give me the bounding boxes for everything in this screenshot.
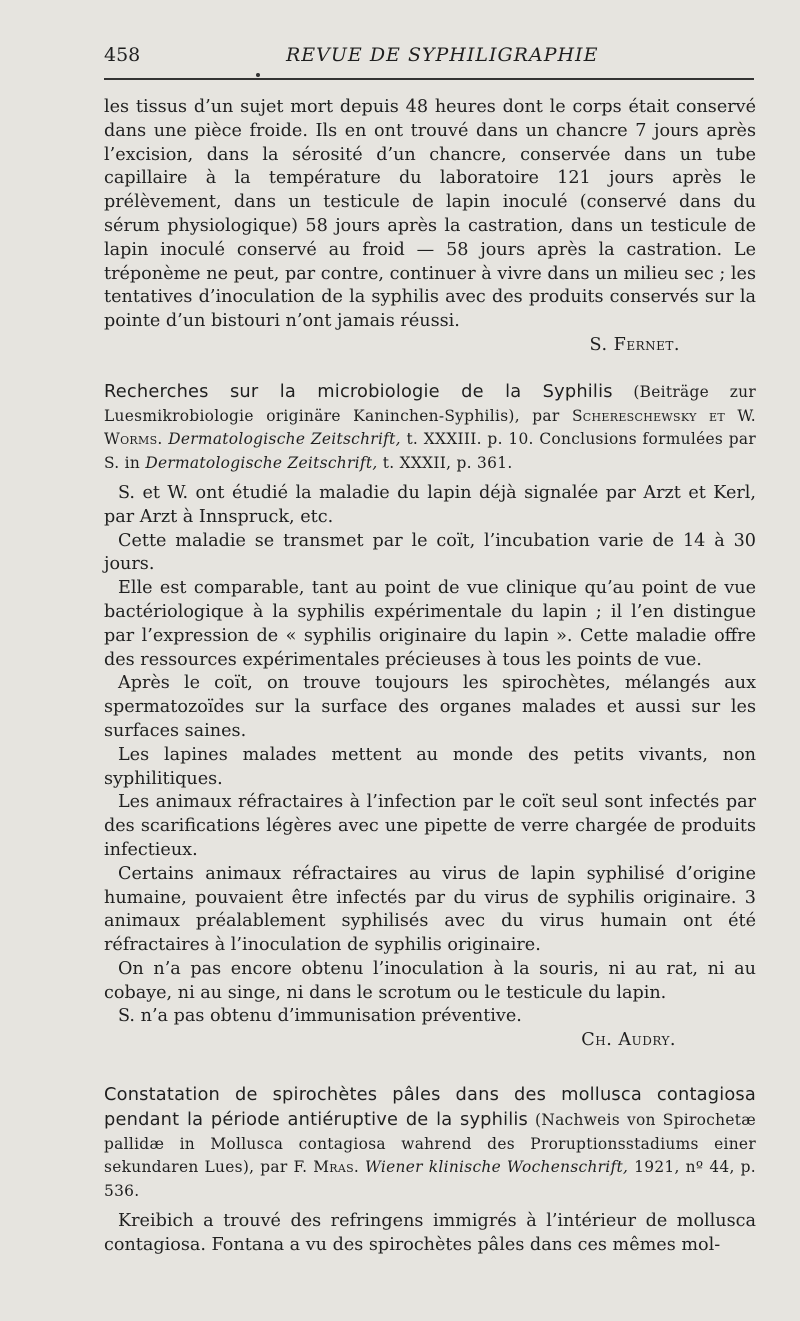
review-2-heading [104, 1083, 756, 1204]
page-body [104, 96, 756, 1258]
review-2-ref-journal: Wiener klinische Wochenschrift, [359, 1158, 629, 1177]
review-1-paragraph: Après le coït, on trouve toujours les spirochètes, mélangés aux spermatozoïdes sur la surface des organes malades et aussi sur les surfaces saines. [104, 673, 756, 741]
review-2 [104, 1083, 756, 1258]
review-1-paragraph: Certains animaux réfractaires au virus de lapin syphilisé d’origine humaine, pouvaient être infectés par du virus de syphilis originaire. 3 animaux préalablement syphilisés avec du virus humain ont été réfractaires à l’inoculation de syphilis originaire. [104, 863, 756, 956]
review-1-heading [104, 380, 756, 476]
intro-paragraph: les tissus d’un sujet mort depuis 48 heures dont le corps était conservé dans une pièce froide. Ils en ont trouvé dans un chancre 7 jours après l’excision, dans la sérosité d’un chancre, conservée dans un tube capillaire à la température du laboratoire 121 jours après le prélèvement, dans un testicule de lapin inoculé (conservé dans du sérum physiologique) 58 jours après la castration, dans un testicule de lapin inoculé conservé au froid — 58 jours après la castration. Le tréponème ne peut, par contre, continuer à vivre dans un milieu sec ; les tentatives d’inoculation de la syphilis avec des produits conservés sur la pointe d’un bistouri n’ont jamais réussi. [104, 97, 756, 332]
review-1-paragraph: S. n’a pas obtenu d’immunisation préventive. [118, 1006, 522, 1027]
page-number: 458 [104, 44, 141, 66]
review-2-title: Constatation de spirochètes pâles dans des mollusca contagiosa pendant la période antiéruptive de la syphilis [104, 1084, 756, 1130]
review-1-paragraph: Cette maladie se transmet par le coït, l’incubation varie de 14 à 30 jours. [104, 530, 756, 575]
review-1-ref-part1: (Beiträge zur Luesmikrobiologie originäre Kaninchen-Syphilis), par [104, 382, 757, 425]
review-1-paragraph: Les lapines malades mettent au monde des petits vivants, non syphilitiques. [104, 744, 756, 789]
review-1-paragraph: Les animaux réfractaires à l’infection par le coït seul sont infectés par des scarifications légères avec une pipette de verre chargée de produits infectieux. [104, 792, 756, 860]
page-header [104, 44, 754, 72]
review-1-ref-part3: t. XXXII, p. 361. [377, 454, 513, 473]
review-2-ref-part2: 1921, nº 44, p. 536. [104, 1158, 756, 1201]
review-1-paragraph: S. et W. ont étudié la maladie du lapin déjà signalée par Arzt et Kerl, par Arzt à Innspruck, etc. [104, 482, 756, 527]
running-title: REVUE DE SYPHILIGRAPHIE [286, 44, 599, 66]
review-1-ref-part2: t. XXXIII. p. 10. Conclusions formulées par S. in [104, 430, 756, 473]
review-1-ref-journal2: Dermatologische Zeitschrift, [145, 454, 378, 473]
review-1-paragraph: Elle est comparable, tant au point de vue clinique qu’au point de vue bactériologique à la syphilis expérimentale du lapin ; il l’en distingue par l’expression de « syphilis originaire du lapin ». Cette maladie offre des ressources expérimentales précieuses à tous les points de vue. [104, 578, 756, 670]
intro-signature: S. Fernet. [589, 334, 680, 355]
review-1-ref-journal1: Dermatologische Zeitschrift, [162, 430, 401, 449]
review-1-signature: Ch. Audry. [581, 1030, 676, 1051]
review-1 [104, 380, 756, 1053]
review-2-ref-author: Mras. [313, 1158, 360, 1177]
header-rule [104, 78, 754, 80]
header-ornament [256, 73, 260, 77]
review-1-title: Recherches sur la microbiologie de la Syphilis [104, 380, 613, 402]
review-2-ref-part1: (Nachweis von Spirochetæ pallidæ in Mollusca contagiosa wahrend des Proruptionsstadiums einer sekundaren Lues), par F. [104, 1110, 756, 1177]
review-2-paragraph: Kreibich a trouvé des refringens immigrés à l’intérieur de mollusca contagiosa. Fontana a vu des spirochètes pâles dans ces mêmes mol- [104, 1211, 756, 1255]
review-1-paragraph: On n’a pas encore obtenu l’inoculation à la souris, ni au rat, ni au cobaye, ni au singe, ni dans le scrotum ou le testicule du lapin. [104, 958, 756, 1003]
review-1-ref-authors: Schereschewsky et W. Worms. [104, 406, 756, 449]
